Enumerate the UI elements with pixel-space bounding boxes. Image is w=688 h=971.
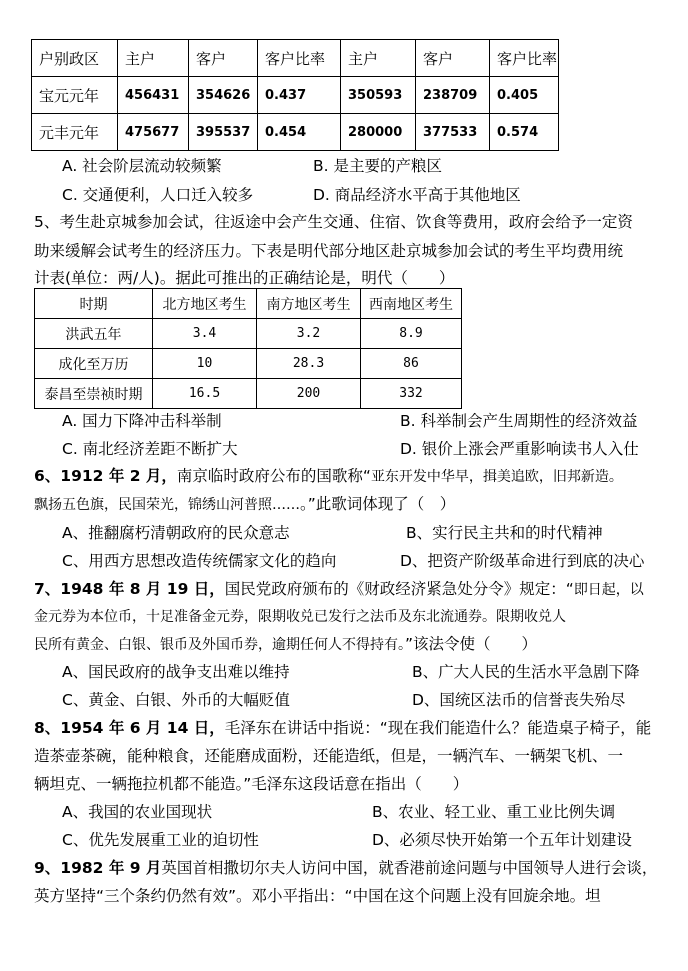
q9-stem-line1: 9、1982 年 9 月英国首相撒切尔夫人访问中国，就香港前途问题与中国领导人进行会谈， [34,859,658,877]
table-cell: 10 [153,349,257,379]
table-cell: 3.4 [153,319,257,349]
table-cell: 0.437 [258,77,341,114]
table-cell: 350593 [341,77,416,114]
header-cell: 西南地区考生 [361,289,462,319]
table-cell: 28.3 [257,349,361,379]
q5-option-d[interactable]: D. 银价上涨会严重影响读书人入仕 [400,440,639,458]
q7-stem-line1: 7、1948 年 8 月 19 日，国民党政府颁布的《财政经济紧急处分令》规定：“即日起，以 [34,580,644,598]
q9-number: 9、1982 年 9 月 [34,859,162,877]
table-cell: 395537 [189,114,258,151]
q8-option-d[interactable]: D、必须尽快开始第一个五年计划建设 [372,831,632,849]
q7-option-c[interactable]: C、黄金、白银、外币的大幅贬值 [62,691,290,709]
table-cell: 元丰元年 [32,114,118,151]
header-cell: 北方地区考生 [153,289,257,319]
header-cell: 客户 [189,40,258,77]
q7-option-d[interactable]: D、国统区法币的信誉丧失殆尽 [412,691,626,709]
q6-stem-line2: 飘扬五色旗，民国荣光，锦绣山河普照……。”此歌词体现了（ ） [34,495,456,513]
header-cell: 时期 [35,289,153,319]
table-cell: 475677 [118,114,189,151]
table-cell: 377533 [416,114,490,151]
table-cell: 354626 [189,77,258,114]
table-header-row [35,289,462,319]
table-cell: 456431 [118,77,189,114]
table-row [35,349,462,379]
header-cell: 南方地区考生 [257,289,361,319]
table-cell: 成化至万历 [35,349,153,379]
q4-option-a[interactable]: A. 社会阶层流动较频繁 [62,157,222,175]
table-cell: 0.574 [490,114,559,151]
table-row [35,319,462,349]
q7-stem-line3: 民所有黄金、白银、银币及外国币券，逾期任何人不得持有。”该法令使（ ） [34,635,538,653]
q6-stem-line1: 6、1912 年 2 月，南京临时政府公布的国歌称“亚东开发中华早，揖美追欧，旧邦新造。 [34,467,623,485]
header-cell: 客户 [416,40,490,77]
table-cell: 200 [257,379,361,409]
table-row [32,114,559,151]
q6-option-b[interactable]: B、实行民主共和的时代精神 [406,524,603,542]
q8-stem-line3: 辆坦克、一辆拖拉机都不能造。”毛泽东这段话意在指出（ ） [34,775,469,793]
table-cell: 泰昌至崇祯时期 [35,379,153,409]
table-cell: 8.9 [361,319,462,349]
q9-stem-line2: 英方坚持“三个条约仍然有效”。邓小平指出：“中国在这个问题上没有回旋余地。坦 [34,887,601,905]
q5-option-a[interactable]: A. 国力下降冲击科举制 [62,412,222,430]
anthem-quote: 飘扬五色旗，民国荣光，锦绣山河普照…… [34,497,300,513]
q8-stem-line2: 造茶壶茶碗，能种粮食，还能磨成面粉，还能造纸，但是，一辆汽车、一辆架飞机、一 [34,747,624,765]
q5-option-c[interactable]: C. 南北经济差距不断扩大 [62,440,238,458]
header-cell: 主户 [118,40,189,77]
anthem-quote: 亚东开发中华早，揖美追欧，旧邦新造。 [370,469,623,485]
table-header-row [32,40,559,77]
header-cell: 户别政区 [32,40,118,77]
table-cell: 洪武五年 [35,319,153,349]
q7-stem-line2: 金元券为本位币，十足准备金元券，限期收兑已发行之法币及东北流通券。限期收兑人 [34,609,566,625]
q6-option-a[interactable]: A、推翻腐朽清朝政府的民众意志 [62,524,290,542]
table-cell: 0.454 [258,114,341,151]
q5-option-b[interactable]: B. 科举制会产生周期性的经济效益 [400,412,638,430]
table-cell: 3.2 [257,319,361,349]
table-row [35,379,462,409]
q7-number: 7、1948 年 8 月 19 日， [34,580,225,598]
q5-stem-line1: 5、考生赴京城参加会试，往返途中会产生交通、住宿、饮食等费用，政府会给予一定资 [34,213,633,231]
q4-option-c[interactable]: C. 交通便利，人口迁入较多 [62,186,254,204]
q6-number: 6、1912 年 2 月， [34,467,177,485]
table-row [32,77,559,114]
table-cell: 280000 [341,114,416,151]
table-cell: 238709 [416,77,490,114]
table-cell: 0.405 [490,77,559,114]
q8-option-a[interactable]: A、我国的农业国现状 [62,803,213,821]
q8-number: 8、1954 年 6 月 14 日， [34,719,225,737]
table-cell: 16.5 [153,379,257,409]
q6-option-d[interactable]: D、把资产阶级革命进行到底的决心 [400,552,645,570]
table-cell: 86 [361,349,462,379]
q5-stem-line2: 助来缓解会试考生的经济压力。下表是明代部分地区赴京城参加会试的考生平均费用统 [34,242,624,260]
table-cell: 宝元元年 [32,77,118,114]
header-cell: 主户 [341,40,416,77]
q8-option-b[interactable]: B、农业、轻工业、重工业比例失调 [372,803,616,821]
q8-option-c[interactable]: C、优先发展重工业的迫切性 [62,831,259,849]
household-table [31,39,559,151]
exam-cost-table [34,288,462,409]
q7-option-a[interactable]: A、国民政府的战争支出难以维持 [62,663,290,681]
q4-option-d[interactable]: D. 商品经济水平高于其他地区 [313,186,521,204]
q8-stem-line1: 8、1954 年 6 月 14 日，毛泽东在讲话中指说：“现在我们能造什么？能造桌子椅子，能 [34,719,652,737]
header-cell: 客户比率 [490,40,559,77]
q5-stem-line3: 计表(单位：两/人)。据此可推出的正确结论是，明代（ ） [34,269,455,287]
table-cell: 332 [361,379,462,409]
q6-option-c[interactable]: C、用西方思想改造传统儒家文化的趋向 [62,552,337,570]
q7-option-b[interactable]: B、广大人民的生活水平急剧下降 [412,663,640,681]
q4-option-b[interactable]: B. 是主要的产粮区 [313,157,442,175]
header-cell: 客户比率 [258,40,341,77]
